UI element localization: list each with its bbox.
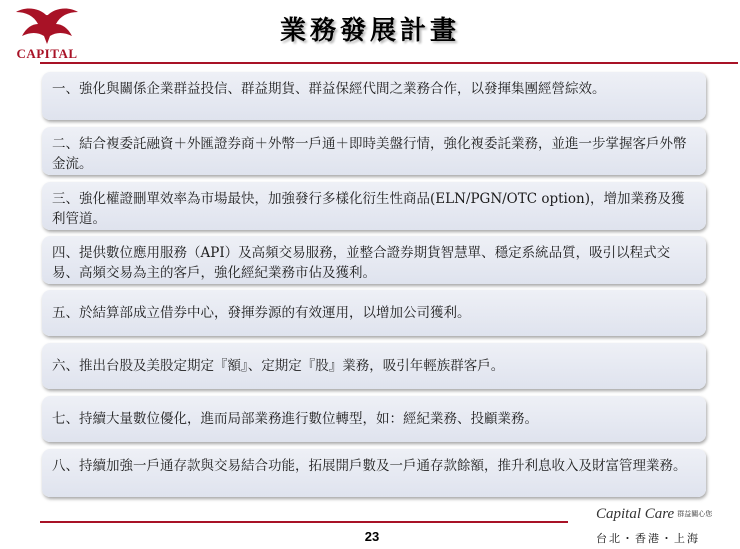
plan-item-8: 八、持續加強一戶通存款與交易結合功能，拓展開戶數及一戶通存款餘額，推升利息收入及財富管理業務。: [42, 449, 706, 497]
plan-item-6: 六、推出台股及美股定期定『額』、定期定『股』業務，吸引年輕族群客戶。: [42, 343, 706, 389]
page-title: 業務發展計畫: [279, 16, 460, 46]
brand-slogan: 群益關心您: [677, 509, 713, 518]
plan-item-4: 四、提供數位應用服務（API）及高頻交易服務，並整合證券期貨智慧單、穩定系統品質，吸引以程式交易、高頻交易為主的客戶，強化經紀業務市佔及獲利。: [42, 236, 706, 284]
plan-item-5: 五、於結算部成立借券中心，發揮券源的有效運用，以增加公司獲利。: [42, 290, 706, 336]
brand-script: Capital Care: [596, 506, 675, 522]
brand-footer: [596, 503, 738, 546]
plan-item-7: 七、持續大量數位優化，進而局部業務進行數位轉型，如：經紀業務、投顧業務。: [42, 396, 706, 442]
brand-cities: 台北・香港・上海: [596, 532, 700, 545]
page-number: 23: [364, 529, 380, 544]
top-divider: [40, 62, 738, 64]
logo-text: CAPITAL: [16, 46, 78, 61]
plan-item-1: 一、強化與關係企業群益投信、群益期貨、群益保經代間之業務合作，以發揮集團經營綜效。: [42, 72, 706, 120]
bottom-divider: [40, 521, 568, 523]
plan-item-2: 二、結合複委託融資＋外匯證券商＋外幣一戶通＋即時美盤行情，強化複委託業務，並進一步掌握客戶外幣金流。: [42, 127, 706, 175]
plan-item-3: 三、強化權證刪單效率為市場最快，加強發行多樣化衍生性商品(ELN/PGN/OTC option)，增加業務及獲利管道。: [42, 182, 706, 230]
